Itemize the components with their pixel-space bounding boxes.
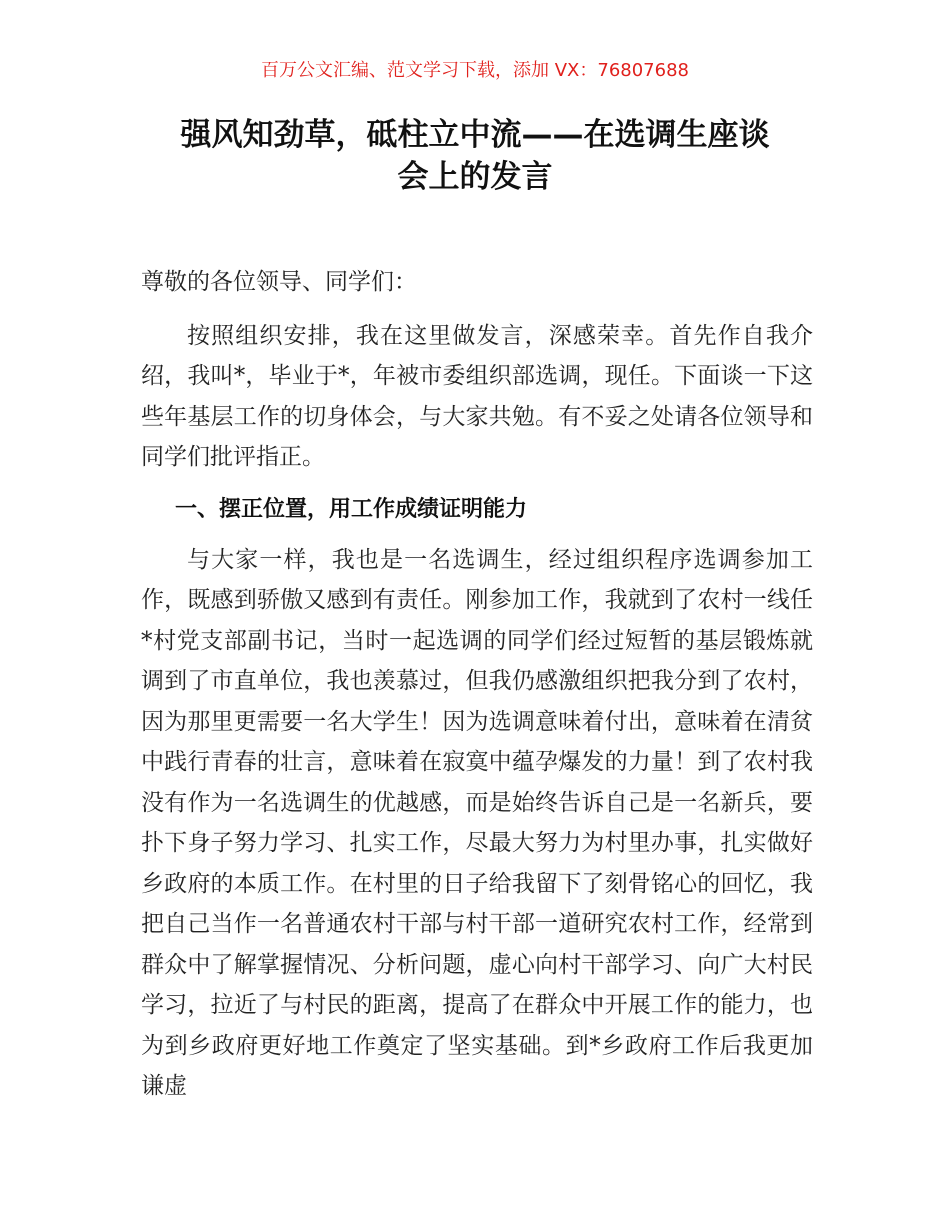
title-line-2: 会上的发言 — [397, 159, 553, 195]
document-body — [141, 262, 813, 1119]
intro-paragraph: 按照组织安排，我在这里做发言，深感荣幸。首先作自我介绍，我叫*，毕业于*，年被市委组织部选调，现任。下面谈一下这些年基层工作的切身体会，与大家共勉。有不妥之处请各位领导和同学们批评指正。 — [141, 322, 813, 470]
section-1-paragraph: 与大家一样，我也是一名选调生，经过组织程序选调参加工作，既感到骄傲又感到有责任。刚参加工作，我就到了农村一线任*村党支部副书记，当时一起选调的同学们经过短暂的基层锻炼就调到了市直单位，我也羡慕过，但我仍感激组织把我分到了农村，因为那里更需要一名大学生！因为选调意味着付出，意味着在清贫中践行青春的壮言，意味着在寂寞中蕴孕爆发的力量！到了农村我没有作为一名选调生的优越感，而是始终告诉自己是一名新兵，要扑下身子努力学习、扎实工作，尽最大努力为村里办事，扎实做好乡政府的本质工作。在村里的日子给我留下了刻骨铭心的回忆，我把自己当作一名普通农村干部与村干部一道研究农村工作，经常到群众中了解掌握情况、分析问题，虚心向村干部学习、向广大村民学习，拉近了与村民的距离，提高了在群众中开展工作的能力，也为到乡政府更好地工作奠定了坚实基础。到*乡政府工作后我更加谦虚 — [141, 546, 813, 1099]
section-1-heading: 一、摆正位置，用工作成绩证明能力 — [175, 496, 528, 522]
salutation: 尊敬的各位领导、同学们： — [141, 269, 417, 295]
header-contact-note: 百万公文汇编、范文学习下载，添加 VX：76807688 — [261, 60, 689, 81]
document-title — [120, 114, 830, 198]
title-line-1: 强风知劲草，砥柱立中流——在选调生座谈 — [180, 117, 770, 153]
